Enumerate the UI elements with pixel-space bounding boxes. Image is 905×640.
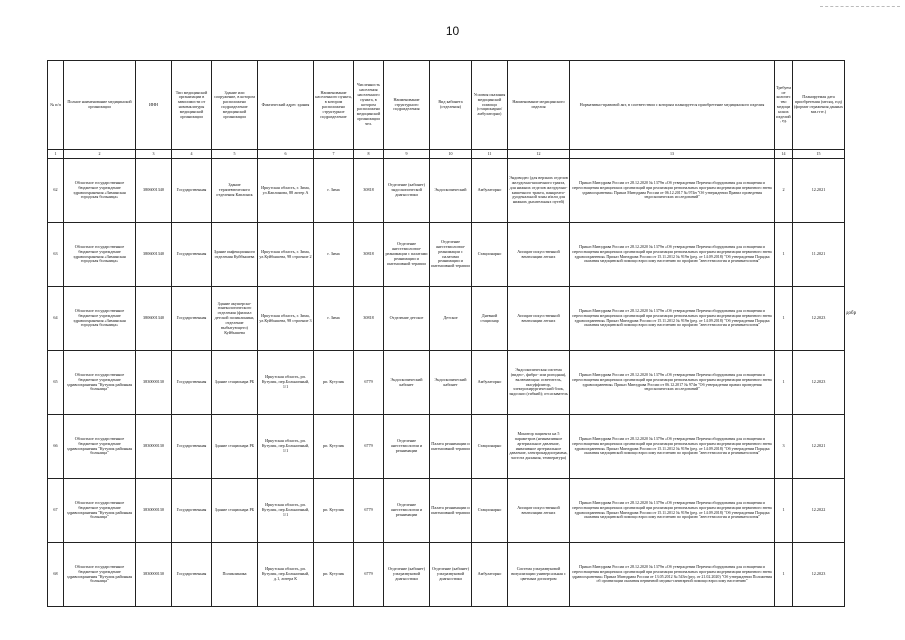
cell-type: Государственная bbox=[172, 543, 212, 607]
cell-unit: Отделение анестезиологии-реанимации с палатами реанимации и интенсивной терапии bbox=[384, 223, 430, 287]
column-number: 2 bbox=[64, 150, 136, 159]
cell-device: Эндоскопическая система (видео-, фибро- или ригидная), включающая: осветитель, инсуффлятор, электрохирургический блок, эндоскоп (гибкий); отсасыватель bbox=[508, 351, 570, 415]
cell-building: Здание инфекционного отделения Куйбышева bbox=[212, 223, 258, 287]
cell-org: Областное государственное бюджетное учреждение здравоохранения «Зиминская городская больница» bbox=[64, 159, 136, 223]
cell-building: Здание терапевтического отделения Каплинск bbox=[212, 159, 258, 223]
cell-unit: Отделение (кабинет) ультразвуковой диагностики bbox=[384, 543, 430, 607]
cell-unit: Отделение анестезиологии и реанимации bbox=[384, 479, 430, 543]
cell-org: Областное государственное бюджетное учреждение здравоохранения «Зиминская городская больница» bbox=[64, 287, 136, 351]
cell-org: Областное государственное бюджетное учреждение здравоохранения «Зиминская городская больница» bbox=[64, 223, 136, 287]
cell-inn: 3806001340 bbox=[136, 287, 172, 351]
cell-population: 30818 bbox=[354, 287, 384, 351]
column-header: Требуемое количество медицинских изделий, ед. bbox=[775, 61, 793, 150]
cell-document: Приказ Минздрава России от 28.12.2020 № 1379н «Об утверждении Перечня оборудования для оснащения и переоснащения медицинских организаций при реализации региональных программ модернизации первичного звена здравоохранения» Приказ Минздрава России от 15.11.2012 № 919н (ред. от 14.09.2018) "Об утверждении Порядка оказания медицинской помощи взрослому населению по профилю "анестезиология и реаниматология" bbox=[570, 479, 775, 543]
cell-inn: 3806001340 bbox=[136, 159, 172, 223]
cell-num: 68 bbox=[48, 543, 64, 607]
cell-building: Поликлиника bbox=[212, 543, 258, 607]
column-number: 1 bbox=[48, 150, 64, 159]
column-number: 12 bbox=[508, 150, 570, 159]
cell-building: Здание стационара РБ bbox=[212, 479, 258, 543]
cell-cabinet: Эндоскопический кабинет bbox=[430, 351, 472, 415]
cell-document: Приказ Минздрава России от 28.12.2020 № 1379н «Об утверждении Перечня оборудования для оснащения и переоснащения медицинских организаций при реализации региональных программ модернизации первичного звена здравоохранения» Приказ Минздрава России от 15.11.2012 № 919н (ред. от 14.09.2018) "Об утверждении Порядка оказания медицинской помощи взрослому населению по профилю "анестезиология и реаниматология" bbox=[570, 415, 775, 479]
column-header: Численность населения населенного пункта, в котором расположено медицинской организации чел. bbox=[354, 61, 384, 150]
cell-date: 12.2023 bbox=[793, 543, 845, 607]
cell-type: Государственная bbox=[172, 287, 212, 351]
cell-num: 62 bbox=[48, 159, 64, 223]
cell-document: Приказ Минздрава России от 28.12.2020 № 1379н «Об утверждении Перечня оборудования для оснащения и переоснащения медицинских организаций при реализации региональных программ модернизации первичного звена здравоохранения» Приказ Минздрава России от 06.12.2017 № 974н "Об утверждении правил проведения эндоскопических исследований" bbox=[570, 351, 775, 415]
column-header: Здание или сооружение, в котором расположено подразделение медицинской организации bbox=[212, 61, 258, 150]
cell-cabinet: Палата реанимации и интенсивной терапии bbox=[430, 479, 472, 543]
table-row bbox=[48, 351, 845, 415]
table-row bbox=[48, 159, 845, 223]
cell-device: Аппарат искусственной вентиляции легких bbox=[508, 223, 570, 287]
cell-address: Иркутская область, г. Зима, ул.Куйбышева, 98 строение 3 bbox=[258, 287, 314, 351]
cell-qty: 1 bbox=[775, 287, 793, 351]
cell-device: Аппарат искусственной вентиляции легких bbox=[508, 287, 570, 351]
cell-date: 12.2021 bbox=[793, 159, 845, 223]
cell-unit: Отделение (кабинет) эндоскопической диагностики bbox=[384, 159, 430, 223]
cell-settlement: рп. Кутулик bbox=[314, 543, 354, 607]
column-number-row bbox=[48, 150, 845, 159]
cell-address: Иркутская область, рп. Кутулик, пер.Больничный, 1/1 bbox=[258, 351, 314, 415]
cell-inn: 3830000130 bbox=[136, 351, 172, 415]
cell-num: 63 bbox=[48, 223, 64, 287]
cell-building: Здание стационара РБ bbox=[212, 351, 258, 415]
cell-qty: 1 bbox=[775, 351, 793, 415]
cell-settlement: рп. Кутулик bbox=[314, 415, 354, 479]
cell-qty: 1 bbox=[775, 223, 793, 287]
column-header: Фактический адрес здания bbox=[258, 61, 314, 150]
cell-num: 65 bbox=[48, 351, 64, 415]
cell-date: 12.2023 bbox=[793, 287, 845, 351]
cell-cabinet: Детское bbox=[430, 287, 472, 351]
cell-device: Монитор пациента на 5 параметров (неинвазивное артериальное давление, инвазивное артериальное давление, электрокардиограмма, частота дыхания, температура) bbox=[508, 415, 570, 479]
cell-type: Государственная bbox=[172, 159, 212, 223]
cell-document: Приказ Минздрава России от 28.12.2020 № 1379н «Об утверждении Перечня оборудования для оснащения и переоснащения медицинских организаций при реализации региональных программ модернизации первичного звена здравоохранения» Приказ Минздрава России от 15.11.2012 № 919н (ред. от 14.09.2018) "Об утверждении Порядка оказания медицинской помощи взрослому населению по профилю "анестезиология и реаниматология" bbox=[570, 223, 775, 287]
cell-inn: 3830000130 bbox=[136, 415, 172, 479]
column-header: Полное наименование медицинской организации bbox=[64, 61, 136, 150]
cell-org: Областное государственное бюджетное учреждение здравоохранения "Кутулик районная больница" bbox=[64, 351, 136, 415]
column-header: Тип медицинской организации в зависимости от номенклатуры медицинской организации bbox=[172, 61, 212, 150]
cell-date: 12.2023 bbox=[793, 351, 845, 415]
column-header: Наименование медицинского изделия bbox=[508, 61, 570, 150]
cell-building: Здание стационара РБ bbox=[212, 415, 258, 479]
table-row bbox=[48, 479, 845, 543]
column-number: 7 bbox=[314, 150, 354, 159]
cell-address: Иркутская область, г. Зима, ул.Куйбышева, 98 строение 2 bbox=[258, 223, 314, 287]
cell-device: Система ультразвуковой визуализации универсальная с цветным допплером bbox=[508, 543, 570, 607]
cell-settlement: г. Зима bbox=[314, 287, 354, 351]
cell-document: Приказ Минздрава России от 28.12.2020 № 1379н «Об утверждении Перечня оборудования для оснащения и переоснащения медицинских организаций при реализации региональных программ модернизации первичного звена здравоохранения» Приказ Минздрава России от 13.05.2012 № 543н (ред. от 21.02.2020) "Об утверждении Положения об организации оказания первичной медико-санитарной помощи взрослому населению" bbox=[570, 543, 775, 607]
cell-conditions: Стационарно bbox=[472, 479, 508, 543]
column-header: Планируемая дата приобретения (месяц, год) (формат отражения данных мм.гггг.) bbox=[793, 61, 845, 150]
table-row bbox=[48, 223, 845, 287]
column-number: 10 bbox=[430, 150, 472, 159]
cell-date: 11.2021 bbox=[793, 223, 845, 287]
cell-cabinet: Отделение (кабинет) ультразвуковой диагностики bbox=[430, 543, 472, 607]
cell-population: 6779 bbox=[354, 479, 384, 543]
cell-conditions: Амбулаторно bbox=[472, 543, 508, 607]
cell-population: 30818 bbox=[354, 223, 384, 287]
cell-address: Иркутская область, рп. Кутулик, пер.Больничный, д.1, литера К bbox=[258, 543, 314, 607]
column-header: Вид кабинета (отделения) bbox=[430, 61, 472, 150]
column-header: № п/п bbox=[48, 61, 64, 150]
cell-document: Приказ Минздрава России от 28.12.2020 № 1379н «Об утверждении Перечня оборудования для оснащения и переоснащения медицинских организаций при реализации региональных программ модернизации первичного звена здравоохранения» Приказ Минздрава России от 06.12.2017 № 974н "Об утверждении Правил проведения эндоскопических исследований" bbox=[570, 159, 775, 223]
table-body bbox=[48, 159, 845, 607]
cell-address: Иркутская область, г. Зима, ул.Каплинова, 88 литер А bbox=[258, 159, 314, 223]
cell-type: Государственная bbox=[172, 351, 212, 415]
column-header: Наименование структурного подразделения bbox=[384, 61, 430, 150]
cell-type: Государственная bbox=[172, 479, 212, 543]
column-number: 14 bbox=[775, 150, 793, 159]
page-number: 10 bbox=[445, 24, 460, 38]
margin-note: добр bbox=[846, 311, 857, 316]
cell-type: Государственная bbox=[172, 223, 212, 287]
column-number: 9 bbox=[384, 150, 430, 159]
cell-population: 6779 bbox=[354, 351, 384, 415]
cell-qty: 1 bbox=[775, 479, 793, 543]
table-header-row bbox=[48, 61, 845, 150]
table-row bbox=[48, 415, 845, 479]
column-number: 8 bbox=[354, 150, 384, 159]
cell-date: 12.2022 bbox=[793, 479, 845, 543]
cell-population: 30818 bbox=[354, 159, 384, 223]
cell-qty: 2 bbox=[775, 159, 793, 223]
cell-num: 67 bbox=[48, 479, 64, 543]
cell-device: Аппарат искусственной вентиляции легких bbox=[508, 479, 570, 543]
cell-inn: 3830000130 bbox=[136, 543, 172, 607]
column-number: 3 bbox=[136, 150, 172, 159]
column-number: 5 bbox=[212, 150, 258, 159]
column-number: 6 bbox=[258, 150, 314, 159]
column-header: Условия оказания медицинской помощи (стационарно/амбулаторно) bbox=[472, 61, 508, 150]
cell-conditions: Дневной стационар bbox=[472, 287, 508, 351]
cell-unit: Отделение анестезиологии и реанимации bbox=[384, 415, 430, 479]
cell-num: 66 bbox=[48, 415, 64, 479]
cell-inn: 3806001340 bbox=[136, 223, 172, 287]
cell-org: Областное государственное бюджетное учреждение здравоохранения "Кутулик районная больница" bbox=[64, 415, 136, 479]
column-number: 4 bbox=[172, 150, 212, 159]
table-row bbox=[48, 543, 845, 607]
cell-cabinet: Эндоскопический bbox=[430, 159, 472, 223]
cell-qty: 3 bbox=[775, 415, 793, 479]
cell-settlement: рп. Кутулик bbox=[314, 351, 354, 415]
cell-device: Эндовидео (для верхних отделов желудочно-кишечного тракта, для нижних отделов желудочно-кишечного тракта, панкреато-дуоденальной зоны и/или для нижних дыхательных путей) bbox=[508, 159, 570, 223]
cell-population: 6779 bbox=[354, 543, 384, 607]
cell-conditions: Амбулаторно bbox=[472, 351, 508, 415]
cell-building: Здание акушерско-гинекологического отделения (филиал детской поликлиники, отделение выбытующего) Куйбышева bbox=[212, 287, 258, 351]
equipment-table bbox=[47, 60, 845, 607]
cell-cabinet: Палата реанимации и интенсивной терапии bbox=[430, 415, 472, 479]
cell-conditions: Стационарно bbox=[472, 223, 508, 287]
cell-settlement: рп. Кутулик bbox=[314, 479, 354, 543]
column-header: Наименование населенного пункта, в котором расположено структурное подразделение bbox=[314, 61, 354, 150]
cell-settlement: г. Зима bbox=[314, 159, 354, 223]
cell-inn: 3830000130 bbox=[136, 479, 172, 543]
top-dashed-rule bbox=[820, 6, 900, 7]
cell-conditions: Стационарно bbox=[472, 415, 508, 479]
column-header: ИНН bbox=[136, 61, 172, 150]
cell-settlement: г. Зима bbox=[314, 223, 354, 287]
column-number: 15 bbox=[793, 150, 845, 159]
cell-org: Областное государственное бюджетное учреждение здравоохранения "Кутулик районная больница" bbox=[64, 479, 136, 543]
cell-address: Иркутская область, рп. Кутулик, пер.Больничный, 1/1 bbox=[258, 415, 314, 479]
column-header: Нормативно-правовой акт, в соответствии с которым планируется приобретение медицинского изделия bbox=[570, 61, 775, 150]
cell-qty: 1 bbox=[775, 543, 793, 607]
cell-num: 64 bbox=[48, 287, 64, 351]
cell-unit: Эндоскопический кабинет bbox=[384, 351, 430, 415]
cell-date: 12.2021 bbox=[793, 415, 845, 479]
cell-address: Иркутская область, рп. Кутулик, пер.Больничный, 1/1 bbox=[258, 479, 314, 543]
cell-org: Областное государственное бюджетное учреждение здравоохранения "Кутулик районная больница" bbox=[64, 543, 136, 607]
cell-type: Государственная bbox=[172, 415, 212, 479]
table-row bbox=[48, 287, 845, 351]
cell-cabinet: Отделение анестезиологии-реанимации с палатами реанимации и интенсивной терапии bbox=[430, 223, 472, 287]
cell-conditions: Амбулаторно bbox=[472, 159, 508, 223]
cell-unit: Отделение детское bbox=[384, 287, 430, 351]
cell-document: Приказ Минздрава России от 28.12.2020 № 1379н «Об утверждении Перечня оборудования для оснащения и переоснащения медицинских организаций при реализации региональных программ модернизации первичного звена здравоохранения» Приказ Минздрава России от 15.11.2012 № 919н (ред. от 14.09.2018) "Об утверждении Порядка оказания медицинской помощи взрослому населению по профилю "анестезиология и реаниматология" bbox=[570, 287, 775, 351]
column-number: 11 bbox=[472, 150, 508, 159]
cell-population: 6779 bbox=[354, 415, 384, 479]
column-number: 13 bbox=[570, 150, 775, 159]
